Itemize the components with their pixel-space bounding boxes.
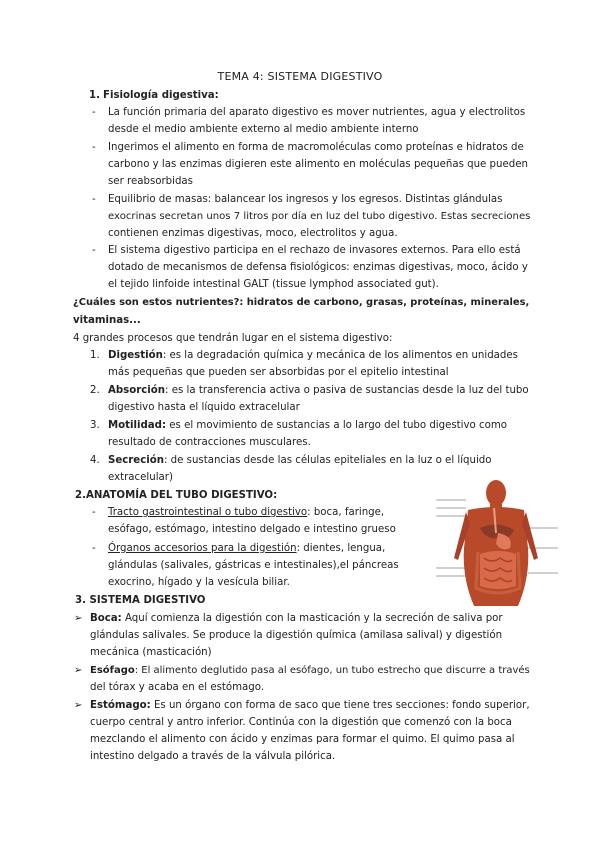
s1-b3-l2: exocrinas secretan unos 7 litros por día en luz del tubo digestivo. Estas secreciones xyxy=(108,211,531,222)
s3-item3-l1 xyxy=(90,699,530,712)
s2-item2-rest: : dientes, lengua, xyxy=(296,543,386,554)
s2-item2-l2: glándulas (salivales, gástricas e intestinales),el páncreas xyxy=(108,560,399,571)
anatomy-figure-icon xyxy=(418,478,578,608)
s2-item1-underlined: Tracto gastrointestinal o tubo digestivo xyxy=(108,507,308,518)
process-1 xyxy=(108,349,518,362)
s3-text: Aquí comienza la digestión con la masticación y la secreción de saliva por xyxy=(121,613,503,624)
s2-item2-underlined: Órganos accesorios para la digestión xyxy=(108,543,297,554)
process-2-l2: digestivo hasta el líquido extracelular xyxy=(108,402,300,413)
s3-item3-l3: mezclando el alimento con ácido y enzimas para formar el quimo. El quimo pasa al xyxy=(90,734,515,745)
s1-b4-l1: El sistema digestivo participa en el rechazo de invasores externos. Para ello está xyxy=(108,245,521,256)
arrow-bullet-icon: ➢ xyxy=(74,700,83,711)
process-num: 3. xyxy=(90,420,100,431)
s1-b4-l2: dotado de mecanismos de defensa fisiológicos: enzimas digestivas, moco, ácido y xyxy=(108,262,528,273)
process-1-l2: más pequeñas que pueden ser absorbidas por el epitelio intestinal xyxy=(108,367,449,378)
process-4 xyxy=(108,454,492,467)
bullet-dash: - xyxy=(92,194,96,205)
s3-text: : El alimento deglutido pasa al esófago, un tubo estrecho que discurre a través xyxy=(134,665,530,676)
s1-b3-l1: Equilibrio de masas: balancear los ingresos y los egresos. Distintas glándulas xyxy=(108,194,503,205)
process-2 xyxy=(108,384,529,397)
s3-item1-l2: glándulas salivales. Se produce la digestión química (amilasa salival) y digestión xyxy=(90,630,503,641)
page-title: TEMA 4: SISTEMA DIGESTIVO xyxy=(217,70,383,83)
process-text: es el movimiento de sustancias a lo largo del tubo digestivo como xyxy=(166,420,507,431)
process-text: : es la degradación química y mecánica de los alimentos en unidades xyxy=(162,350,518,361)
s1-b2-l3: ser reabsorbidas xyxy=(108,176,193,187)
s3-item3-l2: cuerpo central y antro inferior. Continúa con la digestión que comenzó con la boca xyxy=(90,717,512,728)
process-3 xyxy=(108,419,507,432)
question-line1: ¿Cuáles son estos nutrientes?: hidratos de carbono, grasas, proteínas, minerales, xyxy=(73,297,530,308)
process-text: : de sustancias desde las células epiteliales en la luz o el líquido xyxy=(164,455,492,466)
s1-b2-l1: Ingerimos el alimento en forma de macromoléculas como proteínas e hidratos de xyxy=(108,142,524,153)
s2-item1-rest: : boca, faringe, xyxy=(307,507,385,518)
process-num: 2. xyxy=(90,385,100,396)
s2-item2-l1 xyxy=(108,542,385,555)
process-num: 1. xyxy=(90,350,100,361)
s1-b1-l2: desde el medio ambiente externo al medio ambiente interno xyxy=(108,124,419,135)
process-3-l2: resultado de contracciones musculares. xyxy=(108,437,311,448)
bullet-dash: - xyxy=(92,245,96,256)
process-term: Secreción xyxy=(108,455,165,466)
s3-item2-l2: del tórax y acaba en el estómago. xyxy=(90,682,265,693)
bullet-dash: - xyxy=(92,507,96,518)
s3-item3-l4: intestino delgado a través de la válvula pilórica. xyxy=(90,751,336,762)
process-term: Absorción xyxy=(108,385,166,396)
bullet-dash: - xyxy=(92,142,96,153)
section1-number: 1. xyxy=(89,90,100,101)
s3-text: Es un órgano con forma de saco que tiene tres secciones: fondo superior, xyxy=(150,700,530,711)
section2-heading: 2.ANATOMÍA DEL TUBO DIGESTIVO: xyxy=(75,490,278,501)
s3-item1-l1 xyxy=(90,612,503,625)
s3-term: Estómago: xyxy=(90,700,151,711)
s1-b2-l2: carbono y las enzimas digieren este alimento en moléculas pequeñas que pueden xyxy=(108,159,528,170)
bullet-dash: - xyxy=(92,107,96,118)
section1-heading: Fisiología digestiva: xyxy=(103,90,219,101)
process-text: : es la transferencia activa o pasiva de sustancias desde la luz del tubo xyxy=(165,385,529,396)
process-term: Motilidad: xyxy=(108,420,167,431)
s1-b3-l3: contienen enzimas digestivas, moco, electrolitos y agua. xyxy=(108,228,398,239)
s3-term: Esófago xyxy=(90,665,135,676)
s3-term: Boca: xyxy=(90,613,122,624)
process-num: 4. xyxy=(90,455,100,466)
digestive-system-illustration xyxy=(418,478,578,608)
section3-heading: 3. SISTEMA DIGESTIVO xyxy=(75,595,206,606)
arrow-bullet-icon: ➢ xyxy=(74,613,83,624)
s3-item1-l3: mecánica (masticación) xyxy=(90,647,212,658)
s3-item2-l1 xyxy=(90,664,530,677)
process-term: Digestión xyxy=(108,350,163,361)
arrow-bullet-icon: ➢ xyxy=(74,665,83,676)
s2-item2-l3: exocrino, hígado y la vesícula biliar. xyxy=(108,577,290,588)
question-line2: vitaminas... xyxy=(73,315,141,326)
s1-b1-l1: La función primaria del aparato digestivo es mover nutrientes, agua y electrolitos xyxy=(108,107,526,118)
processes-intro: 4 grandes procesos que tendrán lugar en el sistema digestivo: xyxy=(73,333,393,344)
s1-b4-l3: el tejido linfoide intestinal GALT (tissue lymphod associated gut). xyxy=(108,279,439,290)
process-4-l2: extracelular) xyxy=(108,472,173,483)
s2-item1-l1 xyxy=(108,506,384,519)
s2-item1-l2: esófago, estómago, intestino delgado e intestino grueso xyxy=(108,524,396,535)
bullet-dash: - xyxy=(92,543,96,554)
